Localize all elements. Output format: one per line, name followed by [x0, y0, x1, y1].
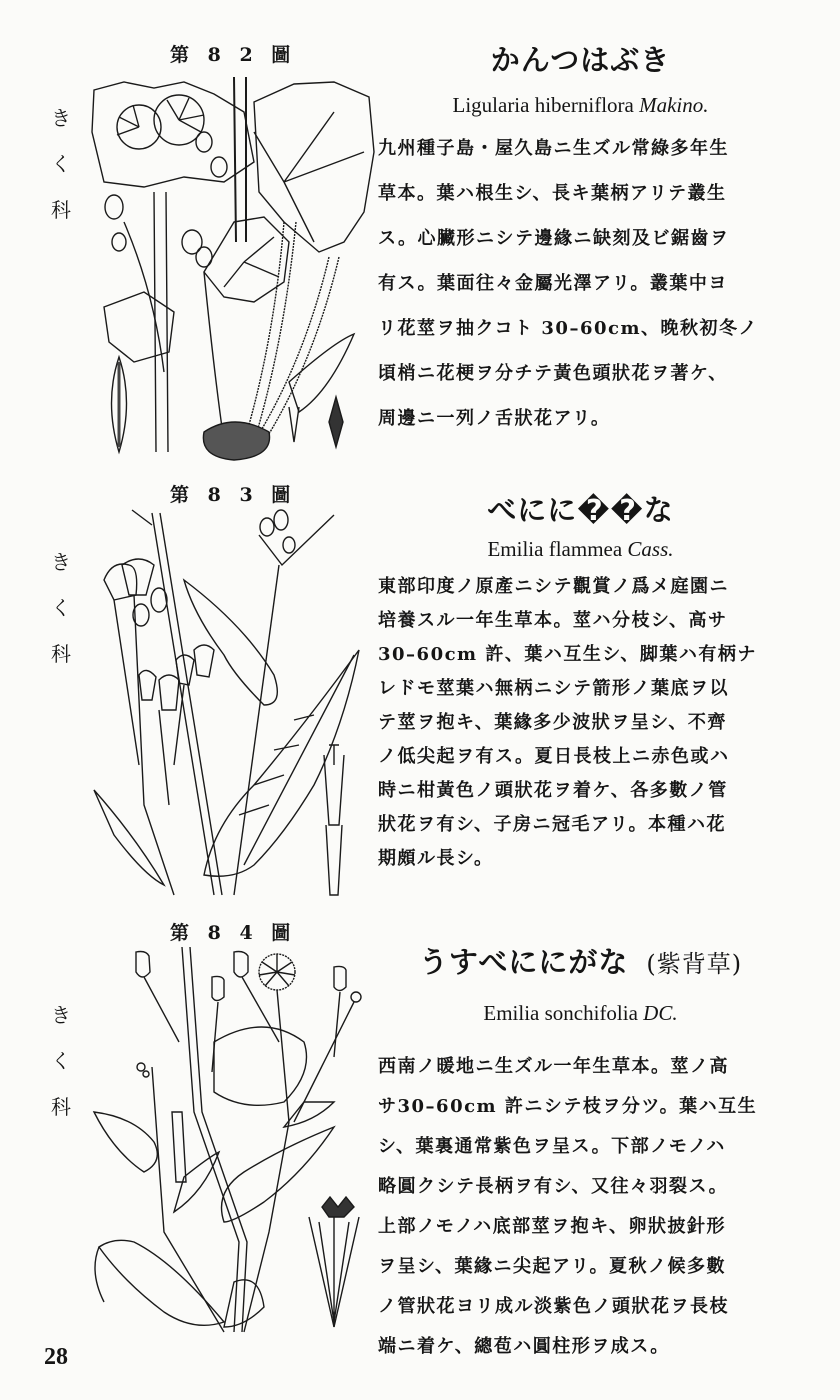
common-name	[378, 940, 783, 981]
family-label-char: 科	[51, 198, 71, 222]
emilia-sonchifolia-illustration	[84, 942, 380, 1337]
description	[378, 572, 783, 878]
scientific-name	[378, 537, 783, 562]
author-citation: Makino.	[639, 93, 709, 117]
figure-83-title: 第 8 3 圖	[170, 484, 297, 506]
common-name-text: べにに��な	[487, 493, 674, 527]
author-citation: DC.	[643, 1001, 678, 1025]
binomial: Ligularia hiberniflora	[452, 93, 634, 117]
family-label-char: き	[51, 106, 71, 130]
description-line: サ30–60cm 許ニシテ枝ヲ分ツ。葉ハ互生	[378, 1096, 758, 1117]
description-line: 草本。葉ハ根生シ、長キ葉柄アリテ叢生	[378, 183, 727, 204]
scientific-name	[378, 1001, 783, 1026]
description-line: 西南ノ暖地ニ生ズル一年生草本。莖ノ高	[378, 1056, 729, 1077]
description-line: 東部印度ノ原產ニシテ觀賞ノ爲メ庭園ニ	[378, 576, 729, 597]
scientific-name	[378, 93, 783, 118]
description-line: ヲ呈シ、葉緣ニ尖起アリ。夏秋ノ候多數	[378, 1256, 726, 1277]
description-line: 周邊ニ一列ノ舌狀花アリ。	[378, 408, 611, 429]
description-line: 有ス。葉面往々金屬光澤アリ。叢葉中ヨ	[378, 273, 728, 294]
binomial: Emilia sonchifolia	[483, 1001, 638, 1025]
description-line: 培養スル一年生草本。莖ハ分枝シ、高サ	[378, 610, 728, 631]
description-line: ノ管狀花ヨリ成ル淡紫色ノ頭狀花ヲ長枝	[378, 1296, 729, 1317]
figure-84-family-label	[46, 1005, 76, 1143]
description-line: 期頗ル長シ。	[378, 848, 494, 869]
description-line: 30–60cm 許、葉ハ互生シ、脚葉ハ有柄ナ	[378, 644, 757, 665]
entry-ligularia-hiberniflora	[378, 38, 783, 449]
author-citation: Cass.	[627, 537, 674, 561]
description	[378, 1052, 783, 1372]
figure-84-title: 第 8 4 圖	[170, 922, 297, 944]
description-line: ス。心臟形ニシテ邊緣ニ缺刻及ビ鋸齒ヲ	[378, 228, 730, 249]
family-label-char: き	[51, 1003, 71, 1027]
description-line: レドモ莖葉ハ無柄ニシテ箭形ノ葉底ヲ以	[378, 678, 729, 699]
page-number: 28	[44, 1344, 68, 1370]
description-line: 端ニ着ケ、總苞ハ圓柱形ヲ成ス。	[378, 1336, 670, 1357]
description-line: シ、葉裏通常紫色ヲ呈ス。下部ノモノハ	[378, 1136, 726, 1157]
binomial: Emilia flammea	[487, 537, 623, 561]
emilia-flammea-illustration	[84, 505, 380, 900]
common-name-text: かんつはぶき	[490, 43, 671, 77]
entry-emilia-sonchifolia	[378, 940, 783, 1372]
description-line: 時ニ柑黃色ノ頭狀花ヲ着ケ、各多數ノ管	[378, 780, 728, 801]
description-line: 頃梢ニ花梗ヲ分チテ黃色頭狀花ヲ著ケ、	[378, 363, 728, 384]
entry-emilia-flammea	[378, 488, 783, 878]
description-line: 上部ノモノハ底部莖ヲ抱キ、卵狀披針形	[378, 1216, 726, 1237]
family-label-char: く	[51, 596, 71, 620]
description-line: ノ低尖起ヲ有ス。夏日長枝上ニ赤色或ハ	[378, 746, 730, 767]
kanji-name: (紫背草)	[646, 950, 743, 978]
family-label-char: く	[51, 152, 71, 176]
description-line: テ莖ヲ抱キ、葉緣多少波狀ヲ呈シ、不齊	[378, 712, 727, 733]
figure-82-title: 第 8 2 圖	[170, 44, 297, 66]
family-label-char: 科	[51, 1095, 71, 1119]
family-label-char: 科	[51, 642, 71, 666]
description-line: 狀花ヲ有シ、子房ニ冠毛アリ。本種ハ花	[378, 814, 726, 835]
family-label-char: き	[51, 550, 71, 574]
common-name	[378, 488, 783, 529]
figure-82-family-label	[46, 108, 76, 246]
family-label-char: く	[51, 1049, 71, 1073]
common-name-text: うすべににがな	[418, 945, 629, 979]
description	[378, 134, 783, 449]
description-line: 九州種子島・屋久島ニ生ズル常綠多年生	[378, 138, 729, 159]
description-line: リ花莖ヲ抽クコト 30–60cm、晚秋初冬ノ	[378, 318, 759, 339]
description-line: 略圓クシテ長柄ヲ有シ、又往々羽裂ス。	[378, 1176, 729, 1197]
figure-83-family-label	[46, 552, 76, 690]
ligularia-hiberniflora-illustration	[84, 72, 380, 462]
common-name	[378, 38, 783, 79]
